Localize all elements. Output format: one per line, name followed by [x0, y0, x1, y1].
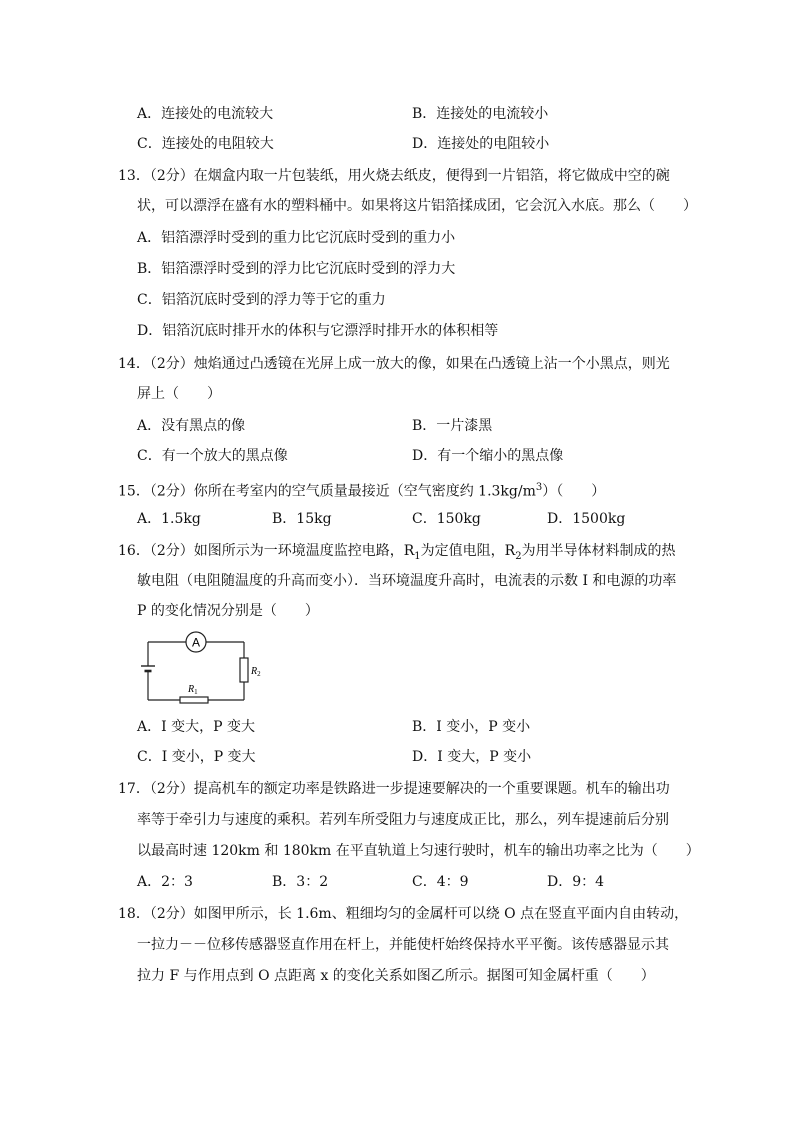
q12-option-b: B．连接处的电流较小: [412, 106, 549, 122]
q14-stem-line2: 屏上（ ）: [137, 386, 221, 402]
q16-stem-text-c: 为用半导体材料制成的热: [521, 543, 676, 559]
q13-stem-line1: 13．（2分）在烟盒内取一片包装纸，用火烧去纸皮，便得到一片铝箔，将它做成中空的碗: [118, 168, 670, 184]
q15-stem-superscript: 3: [535, 482, 543, 493]
r2-letter: R: [251, 666, 258, 677]
q17-stem-line1: 17．（2分）提高机车的额定功率是铁路进一步提速要解决的一个重要课题。机车的输出功: [118, 781, 670, 797]
q13-option-c: C．铝箔沉底时受到的浮力等于它的重力: [137, 292, 386, 308]
q14-option-b: B．一片漆黑: [412, 418, 493, 434]
q16-stem-text-a: 16．（2分）如图所示为一环境温度监控电路，R: [118, 543, 415, 559]
q15-stem-text: 15．（2分）你所在考室内的空气质量最接近（空气密度约 1.3kg/m: [118, 483, 536, 500]
q18-stem-line3: 拉力 F 与作用点到 O 点距离 x 的变化关系如图乙所示。据图可知金属杆重（ ）: [137, 968, 655, 984]
q16-stem-line1: [118, 541, 676, 567]
r1-subscript: 1: [194, 688, 198, 696]
resistor-r1-icon: [180, 697, 208, 703]
q17-option-a: A．2：3: [137, 874, 193, 890]
q16-sub-2: 2: [515, 550, 522, 562]
q18-stem-line1: 18．（2分）如图甲所示，长 1.6m、粗细均匀的金属杆可以绕 O 点在竖直平面内自由转动，: [118, 906, 689, 922]
r2-subscript: 2: [257, 670, 261, 678]
q12-option-d: D．连接处的电阻较小: [412, 136, 550, 152]
q16-option-c: C．I 变小，P 变大: [137, 749, 256, 765]
q15-option-a: A．1.5kg: [137, 511, 201, 527]
q14-option-c: C．有一个放大的黑点像: [137, 448, 288, 464]
q17-option-b: B．3：2: [272, 874, 329, 890]
q13-option-a: A．铝箔漂浮时受到的重力比它沉底时受到的重力小: [137, 230, 456, 246]
q16-option-b: B．I 变小，P 变小: [412, 719, 531, 735]
q15-option-b: B．15kg: [272, 511, 332, 527]
q15-stem-text-end: ）（ ）: [542, 483, 606, 500]
q16-stem-text-b: 为定值电阻，R: [420, 543, 516, 559]
q15-option-c: C．150kg: [412, 511, 481, 527]
q14-option-a: A．没有黑点的像: [137, 418, 246, 434]
q15-stem: [118, 478, 605, 502]
q18-stem-line2: 一拉力－－位移传感器竖直作用在杆上，并能使杆始终保持水平平衡。该传感器显示其: [137, 937, 669, 953]
q17-option-d: D．9：4: [547, 874, 605, 890]
q16-sub-1: 1: [414, 550, 421, 562]
q16-stem-line2: 敏电阻（电阻随温度的升高而变小）．当环境温度升高时，电流表的示数 I 和电源的功率: [137, 573, 677, 589]
resistor-r2-icon: [240, 658, 248, 682]
q16-circuit-diagram: [130, 628, 270, 706]
r1-letter: R: [188, 684, 195, 695]
q16-option-d: D．I 变大，P 变小: [412, 749, 532, 765]
r1-label: [187, 684, 198, 696]
q17-stem-line2: 率等于牵引力与速度的乘积。若列车所受阻力与速度成正比，那么，列车提速前后分别: [137, 812, 669, 828]
q15-option-d: D．1500kg: [547, 511, 626, 527]
q16-stem-line3: P 的变化情况分别是（ ）: [137, 603, 319, 619]
q13-option-b: B．铝箔漂浮时受到的浮力比它沉底时受到的浮力大: [137, 261, 456, 277]
q13-stem-line2: 状，可以漂浮在盛有水的塑料桶中。如果将这片铝箔揉成团，它会沉入水底。那么（ ）: [137, 198, 697, 214]
q12-option-a: A．连接处的电流较大: [137, 106, 274, 122]
q12-option-c: C．连接处的电阻较大: [137, 136, 274, 152]
r2-label: [250, 666, 261, 678]
q17-stem-line3: 以最高时速 120km 和 180km 在平直轨道上匀速行驶时，机车的输出功率之比为（ ）: [137, 843, 700, 859]
q14-stem-line1: 14．（2分）烛焰通过凸透镜在光屏上成一放大的像，如果在凸透镜上沾一个小黑点，则光: [118, 356, 670, 372]
q17-option-c: C．4：9: [412, 874, 469, 890]
q14-option-d: D．有一个缩小的黑点像: [412, 448, 564, 464]
q13-option-d: D．铝箔沉底时排开水的体积与它漂浮时排开水的体积相等: [137, 323, 499, 339]
q16-option-a: A．I 变大，P 变大: [137, 719, 255, 735]
ammeter-label: A: [191, 635, 201, 650]
